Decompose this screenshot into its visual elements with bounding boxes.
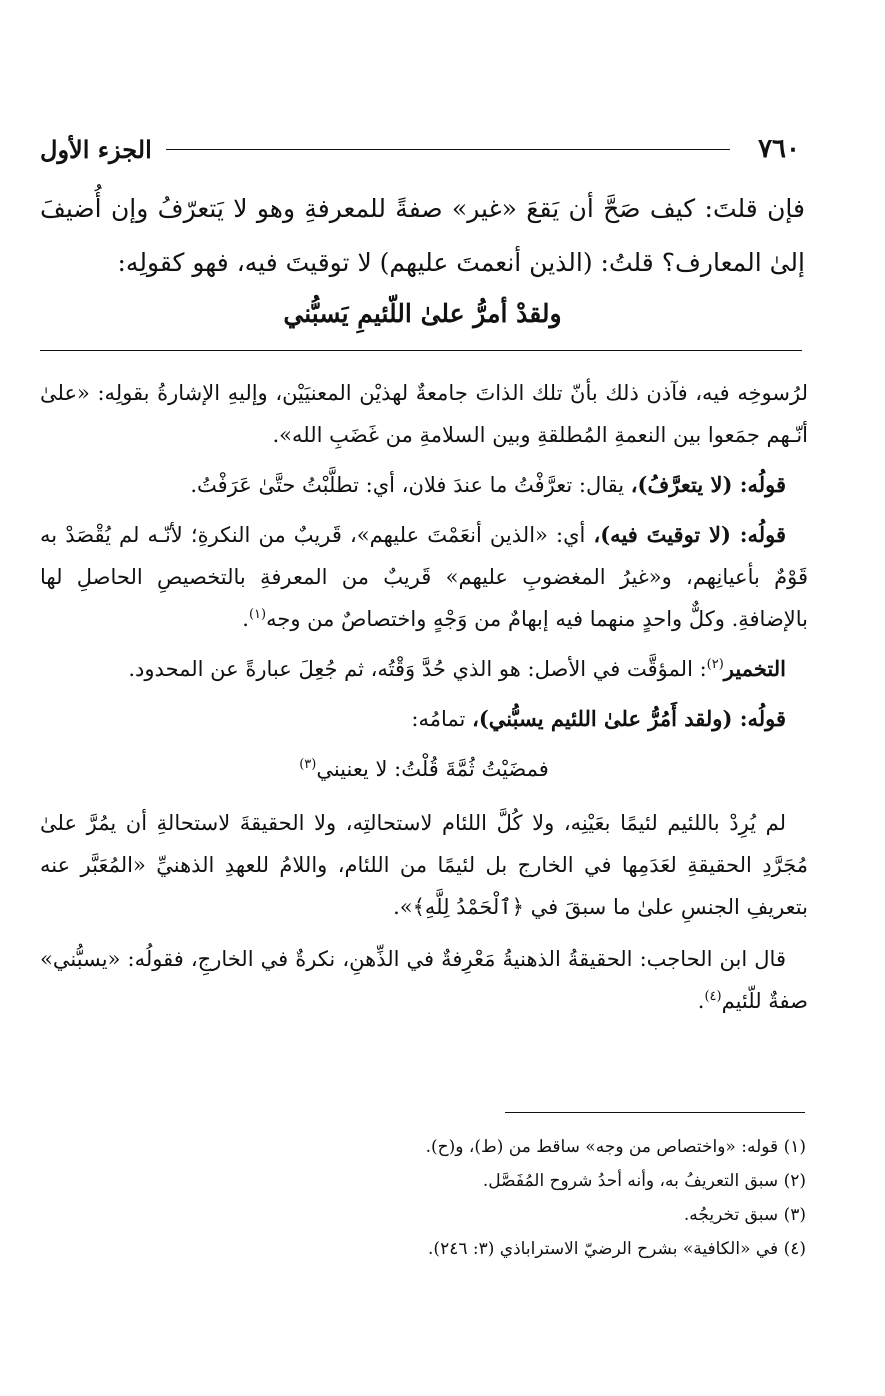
commentary-verse xyxy=(40,748,808,790)
main-text-divider xyxy=(40,350,802,351)
commentary-lemma: قولُه: (ولقد أَمُرُّ علىٰ اللئيم يسبُّني)، xyxy=(472,706,786,731)
header-divider xyxy=(166,149,730,150)
footnote-4: (٤) في «الكافية» بشرح الرضيّ الاستراباذي (٣: ٢٤٦). xyxy=(428,1239,806,1259)
volume-title: الجزء الأول xyxy=(40,134,152,164)
sentence-end: . xyxy=(242,607,249,631)
footnote-3: (٣) سبق تخريجُه. xyxy=(683,1205,806,1225)
commentary-paragraph-3 xyxy=(40,514,808,640)
footnote-2: (٢) سبق التعريفُ به، وأنه أحدُ شروح المُفَصَّل. xyxy=(482,1171,806,1191)
commentary-paragraph-5 xyxy=(40,698,808,740)
main-verse: ولقدْ أمرُّ علىٰ اللّئيمِ يَسبُّني xyxy=(283,299,562,328)
commentary-text: يقال: تعرَّفْتُ ما عندَ فلان، أي: تطلَّبْتُ حتَّىٰ عَرَفْتُ. xyxy=(190,473,631,497)
footnote-marker-3: (٣) xyxy=(299,757,317,772)
verse-text: فمضَيْتُ ثُمَّةَ قُلْتُ: لا يعنيني xyxy=(316,757,549,781)
commentary-paragraph-4 xyxy=(40,648,808,690)
page-header xyxy=(40,132,800,166)
footnote-marker-2: (٢) xyxy=(706,657,724,672)
commentary-text: أي: «الذين أنعَمْتَ عليهم»، قَريبٌ من النكرةِ؛ لأنّـه لم يُقْصَدْ به قَوْمٌ بأعيانِهم، و«غيرُ المغضوبِ عليهم» قَريبٌ من المعرفةِ بالتخصيصِ الحاصلِ لها بالإضافةِ. وكلٌّ واحدٍ منهما فيه إبهامٌ من وَجْهٍ واختصاصٌ من وجه xyxy=(40,523,808,631)
commentary xyxy=(40,372,808,1030)
source-name: التخمير xyxy=(723,656,786,681)
footnote-divider xyxy=(505,1112,805,1113)
main-paragraph: فإن قلتَ: كيف صَحَّ أن يَقعَ «غير» صفةً للمعرفةِ وهو لا يَتعرّفُ وإن أُضيفَ إلىٰ المعارف؟ قلتُ: (الذين أنعمتَ عليهم) لا توقيتَ فيه، فهو كقولِه: xyxy=(40,194,805,277)
sentence-end: . xyxy=(697,989,705,1013)
commentary-paragraph-2 xyxy=(40,464,808,506)
commentary-lemma: قولُه: (لا يتعرَّفُ)، xyxy=(630,472,786,497)
main-text xyxy=(40,182,805,338)
commentary-lemma: قولُه: (لا توقيتَ فيه)، xyxy=(593,522,786,547)
commentary-text: قال ابن الحاجب: الحقيقةُ الذهنيةُ مَعْرِفةٌ في الذِّهنِ، نكرةٌ في الخارجِ، فقولُه: «يسبُّني» صفةٌ للّئيم xyxy=(40,947,808,1013)
commentary-paragraph-6: لم يُرِدْ باللئيم لئيمًا بعَيْنِه، ولا كُلَّ اللئام لاستحالتِه، ولا الحقيقةَ لاستحالةِ أن يمُرَّ علىٰ مُجَرَّدِ الحقيقةِ لعَدَمِها في الخارج بل لئيمًا من اللئام، واللامُ للعهدِ الذهنيِّ «المُعَبَّر عنه بتعريفِ الجنسِ علىٰ ما سبقَ في ﴿ٱلْحَمْدُ لِلَّهِ﴾». xyxy=(40,811,808,919)
commentary-text: تمامُه: xyxy=(411,707,473,731)
commentary-paragraph-1: لرُسوخِه فيه، فآذن ذلك بأنّ تلك الذاتَ جامعةٌ لهذيْن المعنيَيْن، وإليهِ الإشارةُ بقولِه: «علىٰ أنّـهم جمَعوا بين النعمةِ المُطلقةِ وبين السلامةِ من غَضَبِ الله». xyxy=(40,381,808,447)
commentary-paragraph-7 xyxy=(40,938,808,1022)
footnote-marker-4: (٤) xyxy=(704,989,722,1004)
page-number: ٧٦٠ xyxy=(758,134,800,164)
commentary-text: : المؤقَّت في الأصل: هو الذي حُدَّ وَقْتُه، ثم جُعِلَ عبارةً عن المحدود. xyxy=(128,657,707,681)
footnotes xyxy=(40,1130,806,1266)
footnote-marker-1: (١) xyxy=(248,607,267,622)
footnote-1: (١) قوله: «واختصاص من وجه» ساقط من (ط)، و(ح). xyxy=(425,1137,806,1157)
